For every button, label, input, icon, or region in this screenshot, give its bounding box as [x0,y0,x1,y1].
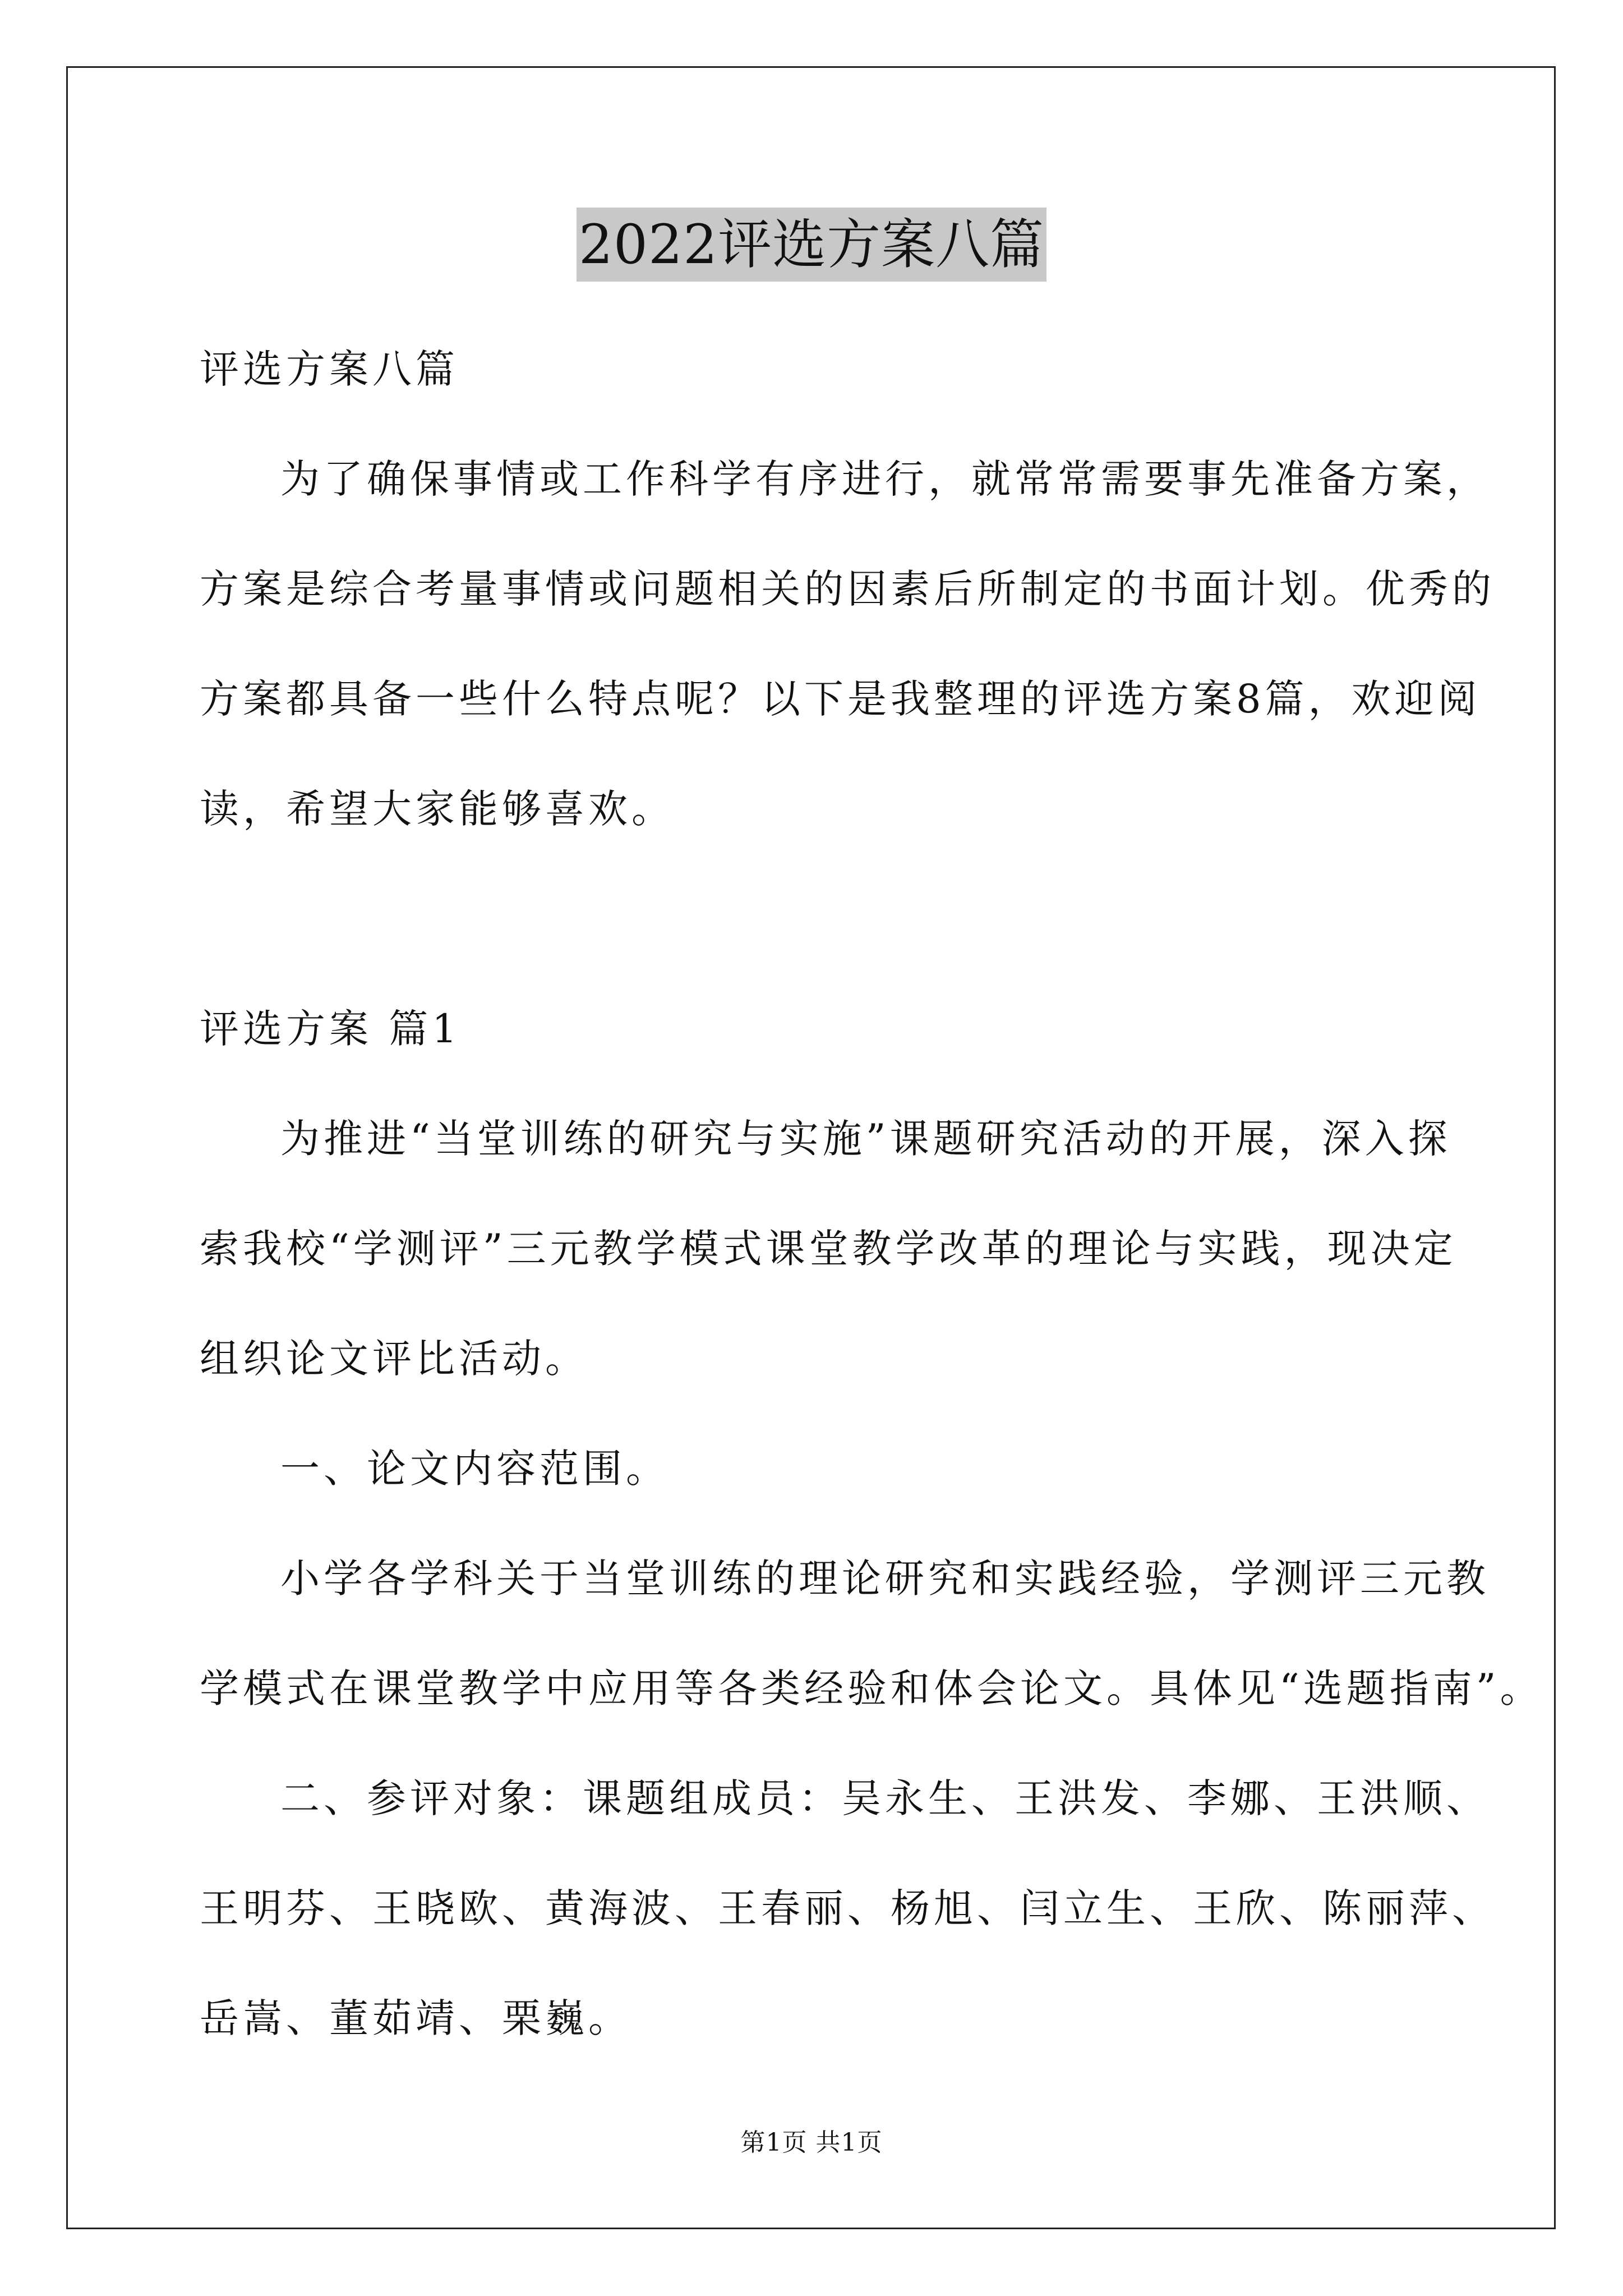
item-heading-1: 一、论文内容范围。 [280,1446,669,1492]
section-paragraph-line-2: 索我校“学测评”三元教学模式课堂教学改革的理论与实践，现决定 [200,1226,1457,1272]
section-heading: 评选方案 篇1 [200,1006,461,1052]
document-title: 2022评选方案八篇 [577,208,1046,282]
item-1-line-2: 学模式在课堂教学中应用等各类经验和体会论文。具体见“选题指南”。 [200,1665,1543,1711]
intro-line-1: 为了确保事情或工作科学有序进行，就常常需要事先准备方案， [280,456,1490,502]
section-paragraph-line-1: 为推进“当堂训练的研究与实施”课题研究活动的开展，深入探 [280,1116,1451,1162]
document-body [200,314,1543,2073]
page-footer: 第1页 共1页 [740,2128,883,2157]
subtitle: 评选方案八篇 [200,346,459,392]
item-2-line-3: 岳嵩、董茹靖、栗巍。 [200,1995,631,2041]
item-1-line-1: 小学各学科关于当堂训练的理论研究和实践经验，学测评三元教 [280,1556,1490,1602]
section-paragraph-line-3: 组织论文评比活动。 [200,1336,588,1382]
intro-line-4: 读，希望大家能够喜欢。 [200,786,675,832]
intro-line-2: 方案是综合考量事情或问题相关的因素后所制定的书面计划。优秀的 [200,566,1495,612]
item-2-line-2: 王明芬、王晓欧、黄海波、王春丽、杨旭、闫立生、王欣、陈丽萍、 [200,1885,1495,1931]
title-container [0,208,1623,282]
section-spacer [200,864,1450,974]
intro-line-3: 方案都具备一些什么特点呢？以下是我整理的评选方案8篇，欢迎阅 [200,676,1481,722]
item-2-line-1: 二、参评对象：课题组成员：吴永生、王洪发、李娜、王洪顺、 [280,1775,1490,1821]
